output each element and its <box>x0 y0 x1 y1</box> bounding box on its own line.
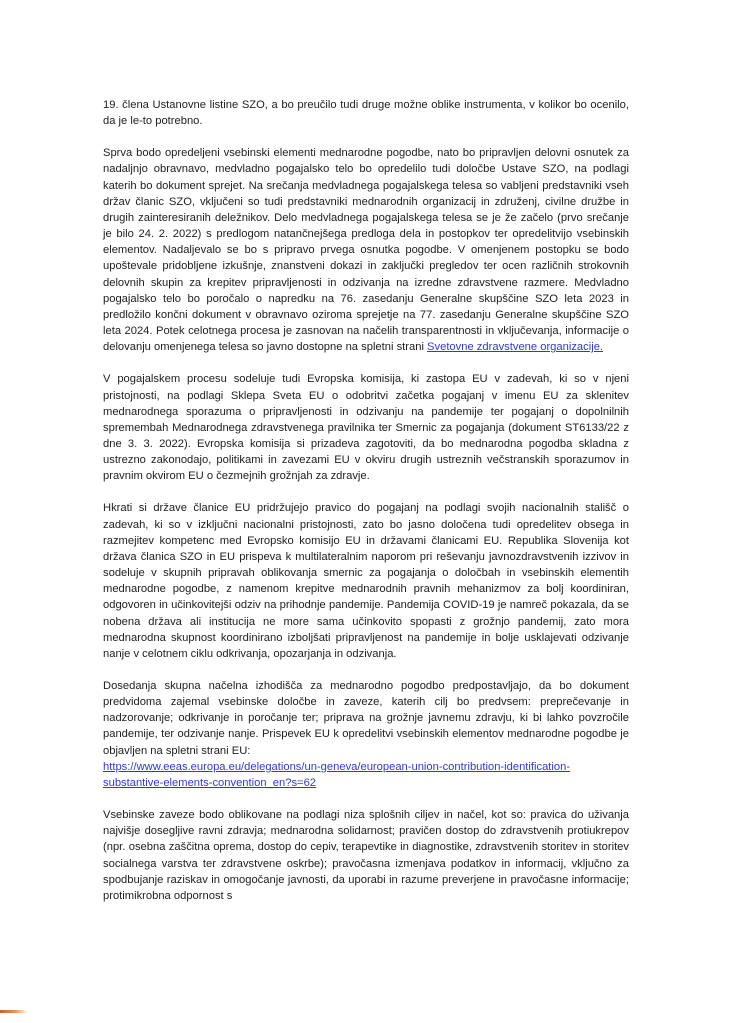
orange-corner-artifact <box>0 1010 28 1013</box>
who-website-link[interactable]: Svetovne zdravstvene organizacije. <box>427 341 604 354</box>
body-text: Sprva bodo opredeljeni vsebinski elementi mednarodne pogodbe, nato bo pripravljen delovni osnutek za nadaljnjo obravnavo, medvladno pogajalsko telo bo opredelilo tudi določbe Ustave SZO, na podlagi katerih bo dokument sprejet. Na srečanja medvladnega pogajalskega telesa so vabljeni predstavniki vseh držav članic SZO, vključeni so tudi predstavniki mednarodnih organizacij in združenj, civilne družbe in drugih zainteresiranih deležnikov. Delo medvladnega pogajalskega telesa se je že začelo (prvo srečanje je bilo 24. 2. 2022) s predlogom natančnejšega predloga dela in postopkov ter opredelitvijo vsebinskih elementov. Nadaljevalo se bo s pripravo prvega osnutka pogodbe. V omenjenem postopku se bodo upoštevale pridobljene izkušnje, znanstveni dokazi in zaključki pregledov ter ocen različnih strokovnih delovnih skupin za krepitev pripravljenosti in odzivanja na izredne zdravstvene razmere. Medvladno pogajalsko telo bo poročalo o napredku na 76. zasedanju Generalne skupščine SZO leta 2023 in predložilo končni dokument v obravnavo oziroma sprejetje na 77. zasedanju Generalne skupščine SZO leta 2024. Potek celotnega procesa je zasnovan na načelih transparentnosti in vključevanja, informacije o delovanju omenjenega telesa so javno dostopne na spletni strani <box>103 147 629 354</box>
paragraph <box>103 371 629 484</box>
body-text: V pogajalskem procesu sodeluje tudi Evropska komisija, ki zastopa EU v zadevah, ki so v njeni pristojnosti, na podlagi Sklepa Sveta EU o odobritvi začetka pogajanj v imenu EU za sklenitev mednarodnega sporazuma o pripravljenosti in odzivanju na pandemije ter pogajanj o dopolnilnih spremembah Mednarodnega zdravstvenega pravilnika ter Smernic za pogajanja (dokument ST6133/22 z dne 3. 3. 2022). Evropska komisija si prizadeva zagotoviti, da bo mednarodna pogodba skladna z ustrezno zakonodajo, politikami in zavezami EU v okviru drugih ustreznih večstranskih sporazumov in pravnim okvirom EU o čezmejnih grožnjah za zdravje. <box>103 373 629 483</box>
paragraph <box>103 145 629 355</box>
body-text: Hkrati si države članice EU pridržujejo pravico do pogajanj na podlagi svojih nacionalnih stališč o zadevah, ki so v izključni nacionalni pristojnosti, zato bo jasno določena tudi opredelitev obsega in razmejitev kompetenc med Evropsko komisijo EU in državami članicami EU. Republika Slovenija kot država članica SZO in EU prispeva k multilateralnim naporom pri reševanju javnozdravstvenih izzivov in sodeluje v skupnih pripravah oblikovanja smernic za pogajanja o določbah in vsebinskih elementih mednarodne pogodbe, z namenom krepitve mednarodnih pravnih mehanizmov za bolj koordiniran, odgovoren in učinkovitejši odziv na prihodnje pandemije. Pandemija COVID-19 je namreč pokazala, da se nobena država ali institucija ne more sama učinkovito spopasti z grožnjo pandemij, zato mora mednarodna skupnost koordinirano izboljšati pripravljenost na pandemije in bolje usklajevati odzivanje nanje v celotnem ciklu odkrivanja, opozarjanja in odzivanja. <box>103 502 629 660</box>
document-body <box>103 97 629 920</box>
body-text: 19. člena Ustanovne listine SZO, a bo preučilo tudi druge možne oblike instrumenta, v kolikor bo ocenilo, da je le-to potrebno. <box>103 99 629 128</box>
paragraph <box>103 500 629 662</box>
eu-contribution-link[interactable] <box>103 759 629 791</box>
hyperlink-line[interactable]: https://www.eeas.europa.eu/delegations/un-geneva/european-union-contribution-identification- <box>103 760 571 773</box>
paragraph <box>103 807 629 904</box>
body-text: Dosedanja skupna načelna izhodišča za mednarodno pogodbo predpostavljajo, da bo dokument predvidoma zajemal vsebinske določbe in zaveze, katerih cilj bo predvsem: preprečevanje in nadzorovanje; odkrivanje in poročanje ter; priprava na grožnje javnemu zdravju, ki bi lahko povzročile pandemije, ter odzivanje nanje. Prispevek EU k opredelitvi vsebinskih elementov mednarodne pogodbe je objavljen na spletni strani EU: <box>103 680 629 757</box>
paragraph <box>103 678 629 791</box>
paragraph <box>103 97 629 129</box>
hyperlink-line[interactable]: substantive-elements-convention_en?s=62 <box>103 776 317 789</box>
body-text: Vsebinske zaveze bodo oblikovane na podlagi niza splošnih ciljev in načel, kot so: pravica do uživanja najvišje dosegljive ravni zdravja; mednarodna solidarnost; pravičen dostop do zdravstvenih protiukrepov (npr. osebna zaščitna oprema, dostop do cepiv, terapevtike in diagnostike, zdravstvenih storitev in storitev socialnega varstva ter zdravstvene oskrbe); pravočasna izmenjava podatkov in informacij, vključno za spodbujanje raziskav in omogočanje javnosti, da uporabi in razume preverjene in pravočasne informacije; protimikrobna odpornost s <box>103 809 629 902</box>
